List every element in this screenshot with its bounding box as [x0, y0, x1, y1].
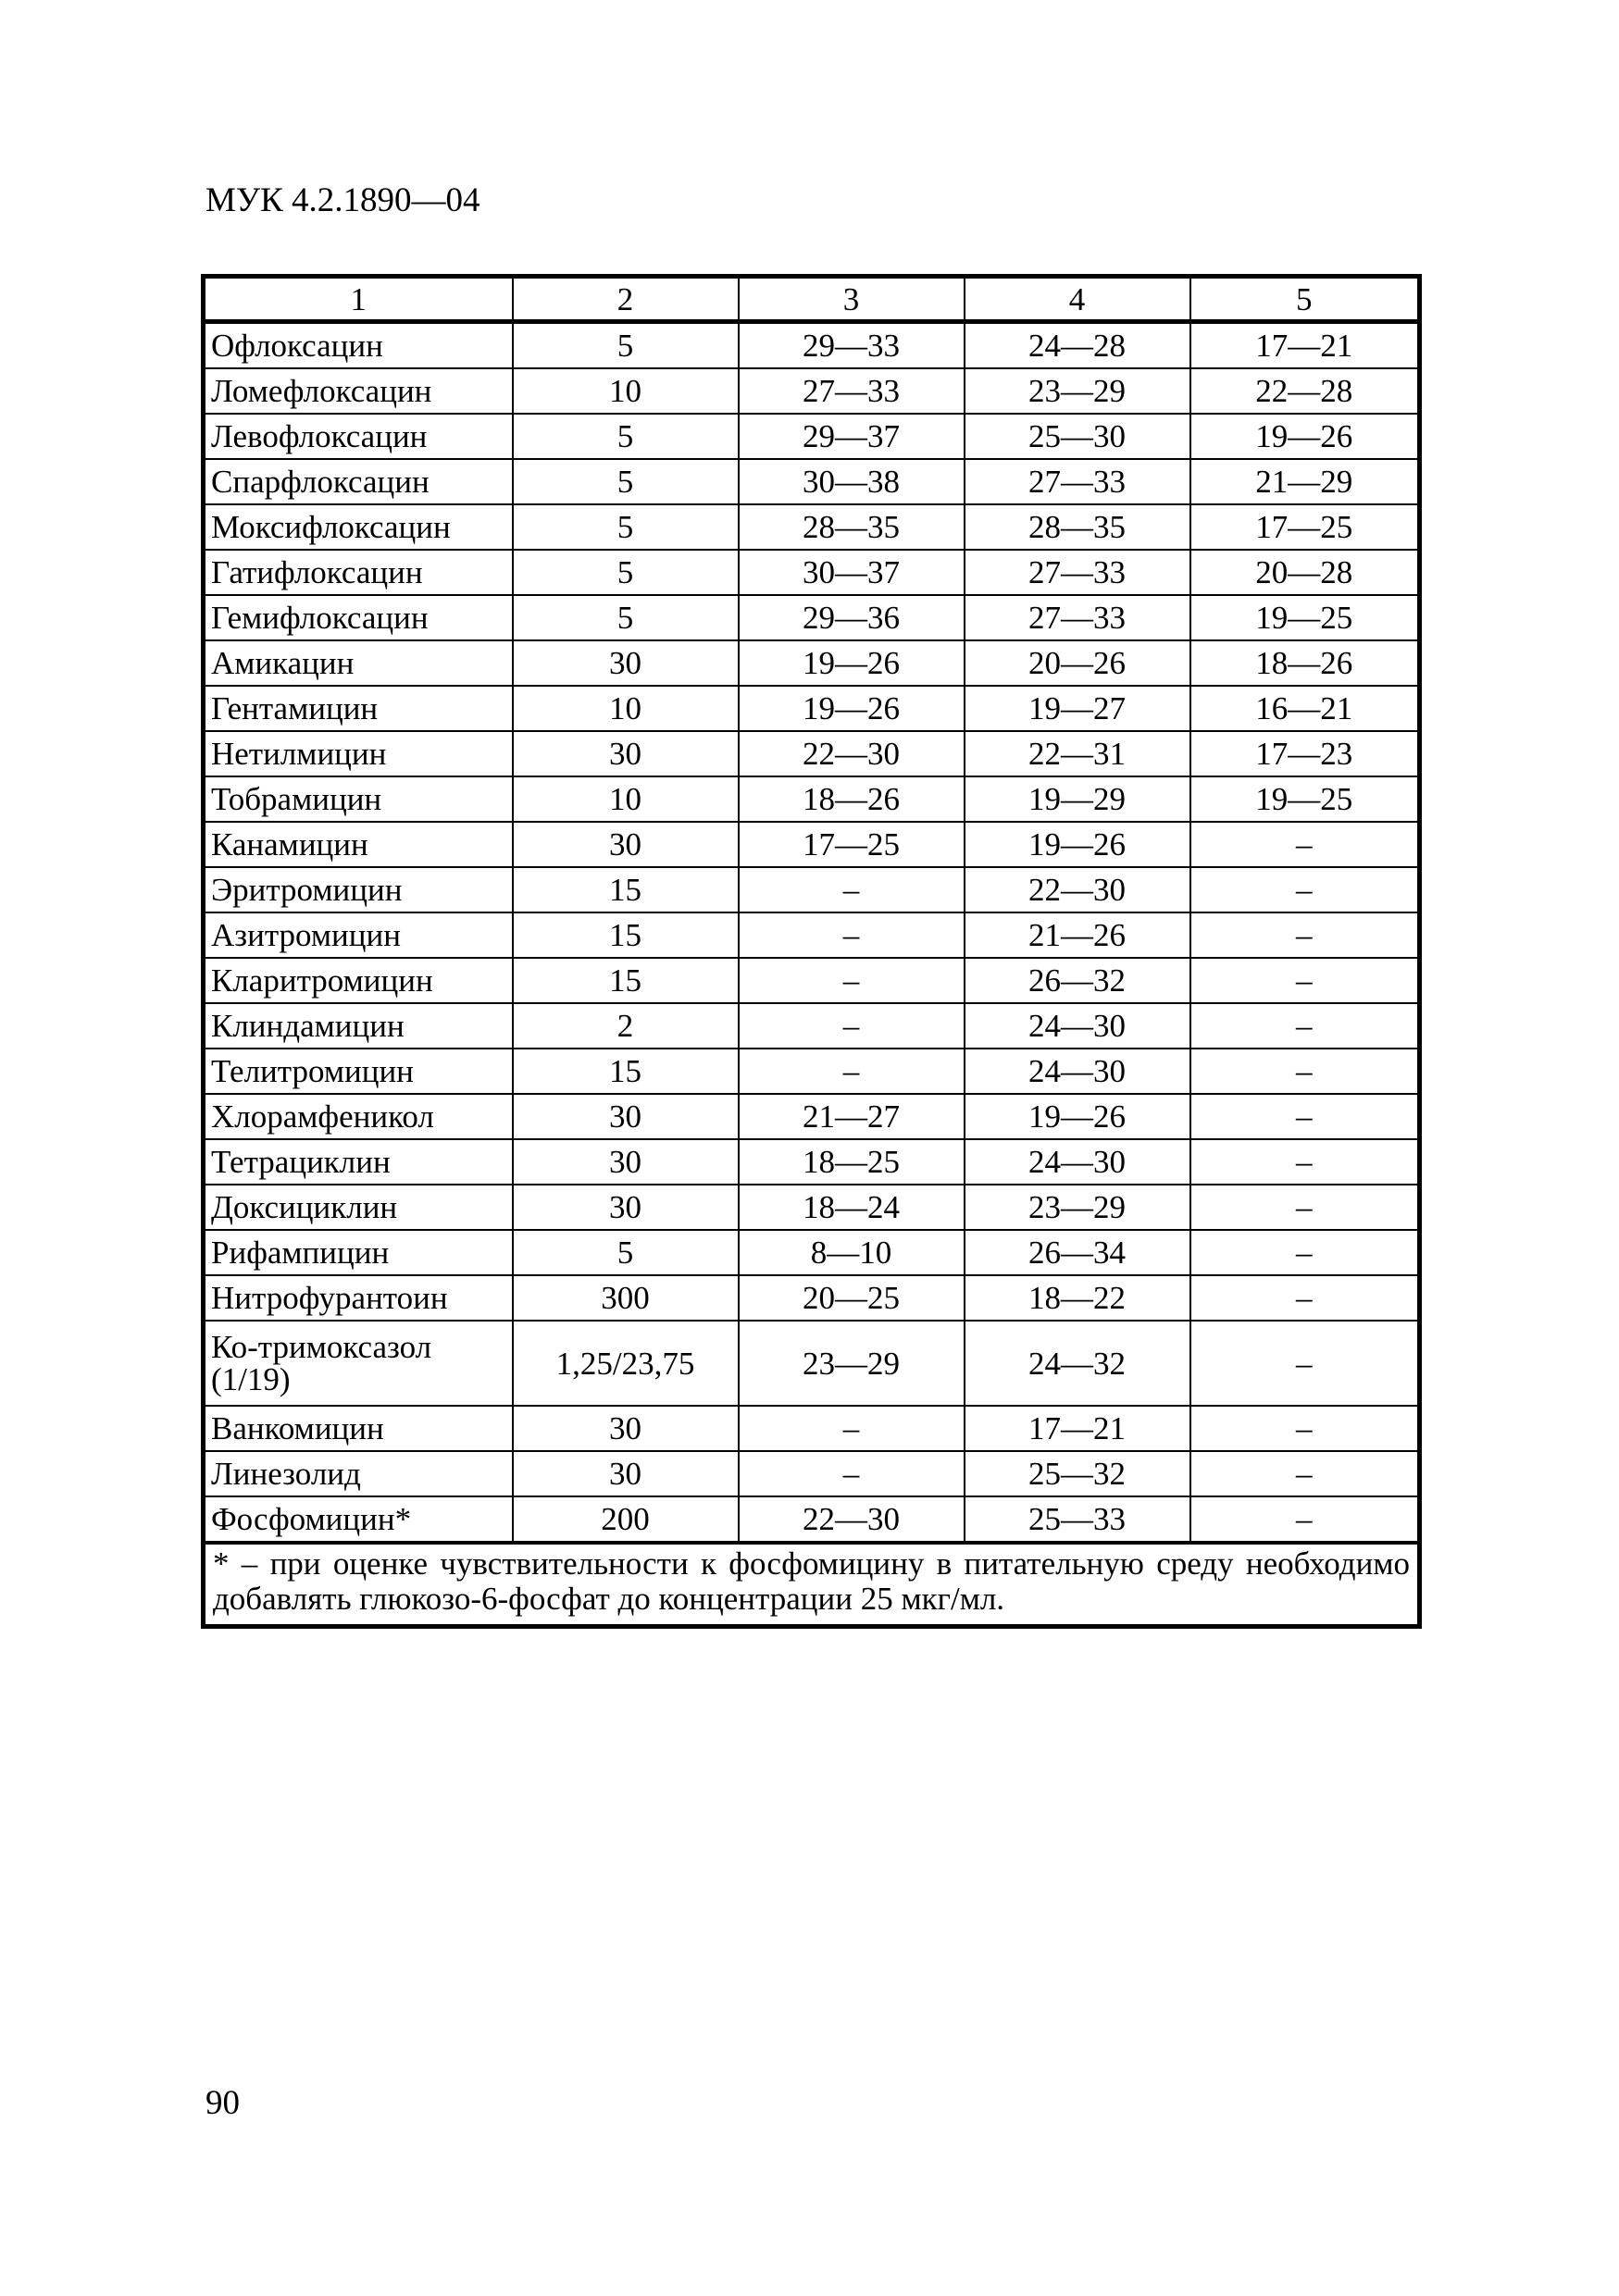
table-data-rows	[204, 322, 1420, 1544]
col5-range-cell: –	[1190, 1003, 1420, 1049]
col3-range-cell: –	[739, 1003, 965, 1049]
col4-range-cell: 23—29	[965, 1185, 1190, 1230]
col3-range-cell: –	[739, 1406, 965, 1451]
col3-range-cell: 8—10	[739, 1230, 965, 1275]
col3-range-cell: 28—35	[739, 504, 965, 550]
table-row	[204, 1275, 1420, 1321]
drug-name-cell: Доксициклин	[204, 1185, 513, 1230]
col5-range-cell: 19—25	[1190, 595, 1420, 640]
col5-range-cell: 17—21	[1190, 322, 1420, 369]
disc-content-cell: 5	[513, 550, 739, 595]
col5-range-cell: –	[1190, 1321, 1420, 1406]
table-row	[204, 776, 1420, 822]
drug-name-cell: Фосфомицин*	[204, 1496, 513, 1543]
col4-range-cell: 25—32	[965, 1451, 1190, 1496]
col4-range-cell: 26—34	[965, 1230, 1190, 1275]
disc-content-cell: 5	[513, 322, 739, 369]
col5-range-cell: –	[1190, 1049, 1420, 1094]
page-number: 90	[205, 2084, 240, 2122]
drug-name-cell: Рифампицин	[204, 1230, 513, 1275]
table-body	[204, 277, 1420, 322]
col3-range-cell: 17—25	[739, 822, 965, 867]
col3-range-cell: 29—36	[739, 595, 965, 640]
drug-name-cell: Нитрофурантоин	[204, 1275, 513, 1321]
table-footnote-section	[204, 1543, 1420, 1626]
column-number-4: 4	[965, 277, 1190, 322]
table-row	[204, 595, 1420, 640]
disc-content-cell: 5	[513, 595, 739, 640]
col3-range-cell: 18—24	[739, 1185, 965, 1230]
col4-range-cell: 19—29	[965, 776, 1190, 822]
drug-name-cell: Линезолид	[204, 1451, 513, 1496]
col4-range-cell: 18—22	[965, 1275, 1190, 1321]
col5-range-cell: –	[1190, 958, 1420, 1003]
table-row	[204, 414, 1420, 459]
col4-range-cell: 19—26	[965, 822, 1190, 867]
drug-name-cell: Левофлоксацин	[204, 414, 513, 459]
drug-name-cell: Хлорамфеникол	[204, 1094, 513, 1139]
disc-content-cell: 15	[513, 912, 739, 958]
col4-range-cell: 20—26	[965, 640, 1190, 686]
disc-content-cell: 30	[513, 1185, 739, 1230]
drug-name-cell: Тетрациклин	[204, 1139, 513, 1185]
disc-content-cell: 1,25/23,75	[513, 1321, 739, 1406]
disc-content-cell: 30	[513, 1139, 739, 1185]
table-row	[204, 1049, 1420, 1094]
footnote-row	[204, 1543, 1420, 1626]
table-row	[204, 1003, 1420, 1049]
col4-range-cell: 24—30	[965, 1049, 1190, 1094]
col4-range-cell: 26—32	[965, 958, 1190, 1003]
table-row	[204, 1185, 1420, 1230]
drug-name-cell: Моксифлоксацин	[204, 504, 513, 550]
drug-name-cell: Амикацин	[204, 640, 513, 686]
table-row	[204, 322, 1420, 369]
col3-range-cell: –	[739, 867, 965, 912]
table-row	[204, 550, 1420, 595]
col3-range-cell: 30—37	[739, 550, 965, 595]
column-number-3: 3	[739, 277, 965, 322]
col4-range-cell: 27—33	[965, 595, 1190, 640]
drug-name-cell: Гатифлоксацин	[204, 550, 513, 595]
col5-range-cell: –	[1190, 1275, 1420, 1321]
disc-content-cell: 200	[513, 1496, 739, 1543]
col4-range-cell: 17—21	[965, 1406, 1190, 1451]
col5-range-cell: 22—28	[1190, 368, 1420, 414]
drug-name-cell: Канамицин	[204, 822, 513, 867]
drug-name-cell: Гемифлоксацин	[204, 595, 513, 640]
disc-content-cell: 15	[513, 867, 739, 912]
col3-range-cell: 20—25	[739, 1275, 965, 1321]
table-row	[204, 958, 1420, 1003]
col5-range-cell: 21—29	[1190, 459, 1420, 504]
drug-name-cell: Тобрамицин	[204, 776, 513, 822]
drug-name-cell: Телитромицин	[204, 1049, 513, 1094]
table-row	[204, 912, 1420, 958]
column-number-row	[204, 277, 1420, 322]
disc-content-cell: 15	[513, 1049, 739, 1094]
col5-range-cell: –	[1190, 1094, 1420, 1139]
col3-range-cell: –	[739, 958, 965, 1003]
drug-name-cell: Ломефлоксацин	[204, 368, 513, 414]
col5-range-cell: 16—21	[1190, 686, 1420, 731]
table-row	[204, 1496, 1420, 1543]
col4-range-cell: 24—28	[965, 322, 1190, 369]
column-number-1: 1	[204, 277, 513, 322]
table-row	[204, 867, 1420, 912]
disc-content-cell: 5	[513, 459, 739, 504]
table-row	[204, 640, 1420, 686]
disc-content-cell: 10	[513, 686, 739, 731]
col4-range-cell: 23—29	[965, 368, 1190, 414]
col4-range-cell: 28—35	[965, 504, 1190, 550]
column-number-5: 5	[1190, 277, 1420, 322]
col5-range-cell: 20—28	[1190, 550, 1420, 595]
col4-range-cell: 24—30	[965, 1139, 1190, 1185]
disc-content-cell: 2	[513, 1003, 739, 1049]
col4-range-cell: 19—26	[965, 1094, 1190, 1139]
disc-content-cell: 5	[513, 504, 739, 550]
disc-content-cell: 15	[513, 958, 739, 1003]
col3-range-cell: 21—27	[739, 1094, 965, 1139]
drug-name-cell: Офлоксацин	[204, 322, 513, 369]
col4-range-cell: 22—31	[965, 731, 1190, 776]
col3-range-cell: 19—26	[739, 686, 965, 731]
footnote-text: * – при оценке чувствительности к фосфомицину в питательную среду необходимо добавлять глюкозо-6-фосфат до концентрации 25 мкг/мл.	[204, 1543, 1420, 1626]
disc-content-cell: 30	[513, 1094, 739, 1139]
col3-range-cell: 22—30	[739, 1496, 965, 1543]
col3-range-cell: –	[739, 912, 965, 958]
col3-range-cell: 23—29	[739, 1321, 965, 1406]
drug-name-cell: Эритромицин	[204, 867, 513, 912]
col5-range-cell: –	[1190, 1139, 1420, 1185]
col4-range-cell: 24—32	[965, 1321, 1190, 1406]
col4-range-cell: 21—26	[965, 912, 1190, 958]
col4-range-cell: 25—33	[965, 1496, 1190, 1543]
col5-range-cell: 17—25	[1190, 504, 1420, 550]
col5-range-cell: –	[1190, 1230, 1420, 1275]
drug-name-cell: Ванкомицин	[204, 1406, 513, 1451]
disc-content-cell: 5	[513, 414, 739, 459]
column-number-2: 2	[513, 277, 739, 322]
col4-range-cell: 25—30	[965, 414, 1190, 459]
table-row	[204, 1230, 1420, 1275]
table-row	[204, 686, 1420, 731]
col5-range-cell: –	[1190, 1406, 1420, 1451]
col5-range-cell: –	[1190, 822, 1420, 867]
col4-range-cell: 22—30	[965, 867, 1190, 912]
col3-range-cell: –	[739, 1049, 965, 1094]
table-row	[204, 368, 1420, 414]
col5-range-cell: 18—26	[1190, 640, 1420, 686]
disc-content-cell: 10	[513, 368, 739, 414]
col5-range-cell: –	[1190, 1451, 1420, 1496]
disc-content-cell: 5	[513, 1230, 739, 1275]
col3-range-cell: 22—30	[739, 731, 965, 776]
col5-range-cell: 19—25	[1190, 776, 1420, 822]
table-row	[204, 1094, 1420, 1139]
disc-content-cell: 30	[513, 731, 739, 776]
drug-name-cell: Азитромицин	[204, 912, 513, 958]
col3-range-cell: 19—26	[739, 640, 965, 686]
disc-content-cell: 30	[513, 822, 739, 867]
disc-content-cell: 10	[513, 776, 739, 822]
col3-range-cell: –	[739, 1451, 965, 1496]
table-row	[204, 822, 1420, 867]
col5-range-cell: –	[1190, 867, 1420, 912]
table-row	[204, 1451, 1420, 1496]
disc-content-cell: 300	[513, 1275, 739, 1321]
disc-content-cell: 30	[513, 640, 739, 686]
drug-name-cell: Ко-тримоксазол (1/19)	[204, 1321, 513, 1406]
col4-range-cell: 19—27	[965, 686, 1190, 731]
document-code-header: МУК 4.2.1890—04	[205, 181, 480, 219]
col4-range-cell: 27—33	[965, 550, 1190, 595]
table-row	[204, 504, 1420, 550]
table-row	[204, 731, 1420, 776]
antibiotic-zone-table	[201, 274, 1422, 1629]
col5-range-cell: 17—23	[1190, 731, 1420, 776]
col5-range-cell: –	[1190, 1496, 1420, 1543]
drug-name-cell: Спарфлоксацин	[204, 459, 513, 504]
col5-range-cell: –	[1190, 1185, 1420, 1230]
drug-name-cell: Кларитромицин	[204, 958, 513, 1003]
antibiotic-table-container	[201, 274, 1417, 1629]
drug-name-cell: Гентамицин	[204, 686, 513, 731]
col3-range-cell: 27—33	[739, 368, 965, 414]
col3-range-cell: 29—33	[739, 322, 965, 369]
col4-range-cell: 27—33	[965, 459, 1190, 504]
col5-range-cell: 19—26	[1190, 414, 1420, 459]
table-row	[204, 459, 1420, 504]
col3-range-cell: 30—38	[739, 459, 965, 504]
disc-content-cell: 30	[513, 1406, 739, 1451]
col5-range-cell: –	[1190, 912, 1420, 958]
col3-range-cell: 18—25	[739, 1139, 965, 1185]
drug-name-cell: Клиндамицин	[204, 1003, 513, 1049]
col4-range-cell: 24—30	[965, 1003, 1190, 1049]
drug-name-cell: Нетилмицин	[204, 731, 513, 776]
col3-range-cell: 29—37	[739, 414, 965, 459]
table-row	[204, 1406, 1420, 1451]
table-row	[204, 1139, 1420, 1185]
disc-content-cell: 30	[513, 1451, 739, 1496]
col3-range-cell: 18—26	[739, 776, 965, 822]
table-row	[204, 1321, 1420, 1406]
